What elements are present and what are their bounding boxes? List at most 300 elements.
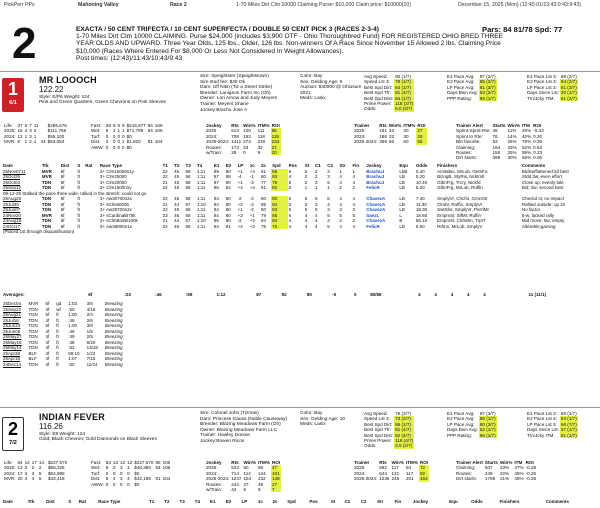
trainer-alert-stats-cell: 194 [492,144,501,150]
past-race-cell: 22 [162,207,168,212]
workout-cell: BLF [28,356,37,361]
average-cell: 4 [467,292,470,297]
trainer-stats-cell: 60 [403,139,409,145]
past-race-cell: 2 [339,218,342,223]
pace-last-stat-cell: Days Since Lst: [527,90,559,96]
past-race-cell: Bid; 3w; second best [521,185,564,190]
speed-stat-cell: Best Spd Dist: [364,432,394,438]
jockey-stats-cell: 114 [243,470,251,476]
past-header-cell: Pos [309,499,318,504]
past-race-cell: 5 [314,207,318,212]
past-race-cell: +2 [237,212,243,218]
workout-cell: gd [56,301,62,306]
workout-cell: 1:07 [68,356,78,361]
trainer-alert-stats-row [455,155,545,160]
life-stat-cell: 14 [24,460,30,465]
average-cell: 4 [418,292,421,297]
past-header-cell: T1 [148,499,155,504]
past-race-cell: ft [77,168,80,174]
past-race-cell: 3 [327,174,330,179]
condition-stat-cell: 1 [127,465,130,471]
speed-stat-cell: Best Spd Dist: [364,95,394,101]
condition-stat-cell: 8 [105,476,109,482]
trainer-stats-cell: 248 [391,476,400,482]
past-note: 09-12-25 Stalked the pace three wide; rallied in the stretch; could not go [3,190,147,196]
jockey-stats-cell: 613 [231,128,239,134]
trainer-alert-stats-cell: 14% [507,133,517,139]
condition-stat-cell: $0 [126,133,132,139]
past-race-cell: 1:11 [196,168,206,174]
speed-stat-cell: Best Spd Tfr: [364,90,391,96]
speed-stat-cell: 3.5 (2/7) [395,443,413,449]
pace-stat-row [446,433,497,438]
trainer-alert-stats-cell: 46 [492,128,498,134]
jockey-stats-cell: 50 [243,465,249,471]
pace-last-stat-row [526,96,578,101]
workout-cell: ft [56,328,59,334]
condition-stat-cell: $71,789 [126,128,144,134]
past-race-cell: Stdd 3w; even effort [521,174,562,179]
divider [0,407,600,408]
trainer-alert-stats-cell: 0.35 [533,139,543,145]
workout-cell: 4f [45,328,50,334]
life-stat-row [3,139,68,144]
past-race-cell: 3+ Aw38000n1x [99,223,132,229]
trainer-stats-row [353,476,429,481]
past-race-cell: -1 [249,174,254,179]
jockey-stats-cell: 153 [243,133,251,139]
speed-stat-cell: Avg Speed: [364,74,388,79]
past-race-cell: 4 [288,174,292,179]
trainer-alert-stats-cell: 26% [507,139,517,145]
past-race-cell: 18.60 [415,212,428,218]
workout-cell: 3/6 [86,301,93,306]
past-race-cell: 80 [225,212,231,218]
jockey-stats-cell: 2025-2024: [206,139,230,145]
past-race-cell: 22 [162,174,168,179]
jockey-stats [205,460,281,492]
past-race-cell: 45 [174,168,180,174]
average-cell: 4 [434,292,437,297]
past-race-cell: 1:11 [196,185,206,190]
past-race-cell: ft [77,185,80,190]
past-race-cell: 80 [271,196,288,202]
past-header-cell: Fin [394,499,402,504]
jockey-stats-cell: 714 [231,470,239,476]
life-stat-cell: 13 [17,465,23,471]
condition-stat-cell: Dist: [91,139,101,145]
workout-cell: Breezing [104,345,123,350]
condition-stat-cell: 3 [112,465,116,471]
life-stat-cell: $111,756 [47,128,67,134]
past-race-cell: 1:11 [196,179,206,185]
track-name: Mahoning Valley [78,2,119,8]
past-race-cell: 79 [261,212,267,218]
trainer-alert-stats-cell: 399 [492,155,501,161]
workout-cell: 25Apr18 [3,356,21,361]
past-race-cell: 4 [327,201,330,207]
past-header-cell: Rat [85,163,93,168]
past-race-cell: 4 [339,179,342,185]
condition-stat-cell: 0 [105,481,109,487]
past-race-cell: 5-w; lacked rally [521,212,555,218]
past-header-cell: S [68,499,72,504]
past-race-cell: 45 [174,207,180,212]
trainer-stats-cell: 2025-2024: [354,139,378,145]
jockey-stats-cell: 148 [271,476,280,482]
condition-stat-cell [162,482,172,487]
past-race-cell: 5 [327,223,330,229]
condition-stat-cell: 12 [127,460,133,465]
past-race-cell: 25Jun07 [3,207,21,212]
trainer-stats-cell: 2025: [354,465,366,471]
past-race-cell: 4 [288,223,292,229]
jockey-stats-cell: Jockey [206,460,222,465]
past-race-cell: 1:11 [196,196,206,201]
workout-row [2,362,129,368]
past-header-cell: T2 [174,163,180,168]
life-stat-cell: 2024: [4,133,16,139]
condition-stat-cell: $42,198 [134,476,151,482]
pace-last-stat-cell: 88 (2/7) [560,74,577,79]
past-race-cell: SaezL [366,212,380,218]
workout-cell: 25Jun06 [3,328,21,334]
condition-stat-cell: 0 [105,133,109,139]
past-race-cell: ft [77,201,80,207]
pace-stat-cell: 87 (2/7) [479,74,496,79]
pace-last-stat-cell: 51 (1/7) [560,432,577,438]
pace-last3 [526,411,578,438]
pace-last-stat-cell: LP Pace Lst 3: [527,84,557,90]
condition-stat-cell: 0 [120,470,123,476]
past-race-cell: 46 [174,212,180,218]
workout-cell: 25May16 [3,339,22,345]
trainer-stats-cell: 188 [379,133,387,139]
workouts [2,301,302,367]
past-race-cell: -3 [249,201,254,207]
life-stat-cell: $55,100 [47,133,65,139]
past-header-row [2,499,598,505]
life-stat-cell: 1 [33,133,37,139]
life-stat-cell: 2 [29,139,32,145]
trainer-stats [353,460,429,482]
condition-stat-cell: 4 [112,476,116,482]
average-cell [116,292,123,298]
past-race-cell: 4 [352,179,355,185]
life-stat-cell: 44 [40,139,46,145]
average-cell [109,292,116,298]
trainer-stats-cell: 66 [388,139,395,145]
condition-stat-cell: Turf: [91,470,101,476]
past-race-cell: TDN [41,179,52,185]
trainer-stats [353,123,427,145]
condition-stat-cell: 3 [105,139,109,145]
trainer-alert-stats-cell: -0.26 [525,470,537,476]
race-summary: 1-70 Miles Dirt Clm 10000 Claiming Purse: $10,000 Claim price: $10000(10) [236,2,412,8]
condition-stat-row [90,482,171,487]
past-race-cell: GlbnFrg, MrLob, Ruffin [437,185,483,190]
trainer-alert-stats-cell: 62% [521,144,532,150]
jockey-stats-cell: 154 [243,476,252,482]
past-race-cell: LB [399,185,405,190]
trainer-alert-stats-cell: 76 [492,133,498,139]
past-race-cell: -3 [249,179,254,185]
trainer-alert-stats-cell: 45% [514,476,524,482]
workout-cell: Breezing [104,323,123,328]
past-header-cell: 1c [257,499,263,504]
workout-cell: TDN [28,345,38,350]
trainer-stats-cell: 55 [416,139,426,144]
life-stat-cell: $43,418 [48,476,65,482]
workout-cell: 1:00 [68,312,78,317]
trainer-stats-cell: 33 [388,133,395,139]
jockey-stats-cell: Routes: [206,144,222,150]
silks: Pink and Green Quarters; Green Chevrons on Pink Sleeves [39,100,166,106]
past-header-cell: Fin [352,163,360,168]
pace-last-stat-cell: Trn/Jcky ITM: [527,95,555,101]
past-race-cell: 25Oct03 [3,179,21,185]
life-stat-cell: 3 [24,465,28,471]
jockey-stats-cell: 244 [231,481,239,487]
speed-stat-row [363,106,414,111]
past-race-cell: 58 [185,223,191,229]
past-race-cell: 21 [162,218,168,223]
condition-stat-cell: $216,877 [126,123,146,128]
past-race-cell: 3+ Aw30700n2x [99,196,132,201]
past-race-cell: 4 [339,201,342,207]
past-race-cell: 82 [271,185,288,191]
pace-stat-cell: 63 (2/7) [479,90,496,96]
condition-stat-cell: 84 [155,465,161,471]
life-stat-cell: 12 [17,133,23,139]
past-race-cell: 1:10 [196,218,206,223]
past-header-cell: Trk [27,499,35,504]
condition-stat-cell: Fast: [91,460,102,465]
pace-stat-cell: 81 (3/7) [479,84,496,90]
workout-cell: Breezing [104,356,123,361]
life-stat-cell: 8 [17,139,21,145]
past-race-cell: 83 [271,207,288,213]
past-race-cell: ft [77,179,80,185]
trainer-alert-stats-cell: Sprint-Sprnt-Rte: [456,128,491,134]
past-race-cell: 80 [225,196,231,201]
jockey-stats-cell: 2025: [206,465,218,471]
speed-figures [363,411,414,449]
horse-name: INDIAN FEVER [39,412,105,422]
trainer-stats-cell: ITM% [403,123,416,128]
past-race-cell: 3+ Clm20000 [99,179,127,185]
past-race-cell: 18.30 [415,207,428,212]
past-header-cell: Comments [521,163,546,168]
post-position: 2 [7,419,18,439]
past-header-cell: T2 [164,499,170,504]
trainer-alert-stats-cell: Routes: [456,150,472,156]
condition-stat-cell: 0 [127,470,130,476]
trainer-stats-cell: 27 [416,128,426,133]
past-race-cell: 80 [261,207,267,212]
past-race-cell: 3 [339,207,342,212]
past-race-cell: 4 [304,218,308,223]
trainer-stats-cell: 33 [388,128,395,134]
pace-averages [446,411,497,438]
past-race-cell: 2 [352,218,355,223]
past-race-cell: BizngB, StyRis, NckIrstl [437,174,485,179]
past-race-cell: 58 [185,185,191,190]
condition-stat-cell: 0 [127,481,130,487]
trainer-alert-stats-cell: Dirt starts: [456,476,477,482]
trainer-stats-cell: 117 [391,465,399,471]
past-race-cell: +4 [249,185,255,190]
workout-cell: 5f [45,323,50,328]
condition-stat-cell: 0 [105,470,109,476]
past-race-cell: 5 [314,196,318,201]
condition-stat-cell: 0 [112,470,116,476]
pace-stat-cell: 80 (3/7) [479,421,496,427]
past-race-cell: 2 [352,185,355,190]
workout-cell: ft [56,350,59,356]
past-header-cell: E1 [213,163,220,168]
trainer-alerts [455,123,545,161]
past-race-cell: 44 [174,218,180,223]
past-race-cell: 89 [213,168,219,174]
life-stat-cell: MVR: [4,476,16,482]
past-race-cell: 3+ sCardinalB75k [99,212,136,218]
race-conditions [76,26,506,62]
past-race-cell: L [399,212,402,218]
life-stat-cell: 37 [17,123,23,128]
past-race-cell: ChavezA [366,207,386,212]
jockey-stats-cell: 2025 [206,128,217,134]
past-race-cell: B [399,218,403,223]
speed-stat-cell: Best Spd Dirt: [364,421,393,427]
past-race-cell: +2 [237,201,243,207]
past-race-cell: 6f [60,212,65,218]
past-race-cell: 6f [60,196,65,201]
past-race-cell: Checkd st; no impact [521,196,564,201]
pace-last-stat-cell: 81 (3/7) [560,84,577,90]
past-race-cell: BrachuJ [366,179,385,185]
past-race-cell: 84 [213,212,219,218]
past-header-cell: Date [3,163,13,168]
speed-stat-cell: 82 (4/7) [394,433,414,438]
jockey-stats-row [205,487,281,492]
trainer-alert-stats-cell: Win% [499,460,513,465]
workout-cell: 1:03 [68,301,78,306]
jockey-stats-cell: 2024: [206,470,218,476]
condition-stat-cell: 0 [122,133,125,139]
trainer-alert-stats-cell: 21% [499,476,510,482]
average-cell: 80/86 [370,292,382,297]
past-race-cell: 4 [288,218,292,223]
condition-stat-cell: 1 [122,139,125,145]
life-stat-cell: 6 [24,123,28,128]
past-race-cell: 7.40 [415,196,425,201]
past-race-cell: 21 [162,201,168,207]
pace-last-stat-cell: Trn/Jcky ITM: [527,432,555,438]
past-header-cell: Str [377,499,384,504]
past-header-cell: C1 [344,499,351,504]
past-race-cell: LB [399,179,405,185]
pace-last-stat-cell: 61 (2/7) [560,95,577,101]
workout-cell: ft [56,361,59,367]
silks: Gold; Black Chevron; Gold Diamonds on Black Sleeves [39,437,157,443]
workout-cell: 13/18 [86,345,98,350]
color-line: Color: Bay [300,74,323,79]
trainer-stats-cell: 592 [379,465,387,471]
past-race-cell: Rtfmn, MrLob, SmplyV [437,223,483,229]
pedigree-line: Breeder: Lanigeon Farm Inc (Oh) [200,90,271,96]
jockey-stats-cell: 533 [231,465,239,471]
pedigree-line: Dam: Princess Gauss (Noble Causeway) [200,416,288,422]
past-race-cell: FelicR [366,185,380,190]
workout-cell: TDN [28,306,38,312]
past-race-cell: 3+ sClmBrdrB100k [99,218,138,223]
past-race-cell: 4 [339,196,342,201]
jockey-stats-cell: 6 [243,487,247,493]
past-race-cell: MVR [41,168,52,174]
past-header-cell: Race Type [98,499,121,504]
life-stat-cell: 17 [17,470,23,476]
speed-stat-cell: Best Spd Dirt: [364,84,393,90]
past-header-cell: Jockey [366,163,382,168]
workout-cell: Breezing [104,339,123,345]
jockey-stats-cell: 232 [257,476,266,482]
color-line: Meds: Lasix [300,96,326,102]
past-race-cell: 3 [327,218,330,223]
trainer-alert-stats-cell: Sprint to Rte: [456,133,483,139]
average-cell: 92 [281,292,287,297]
past-race-cell: ft [77,196,80,201]
workout-cell: TDN [28,328,38,334]
past-race-cell: 6f [60,179,65,185]
jockey-stats-cell: ITM% [257,460,270,465]
past-race-cell: 10.40 [415,179,428,185]
average-cell: 0 [353,292,357,297]
race-label: Race 2 [170,2,187,8]
past-race-cell: 4 [352,174,355,179]
past-race-cell: TDN [41,196,52,201]
past-race-cell: 5.60 [415,223,425,229]
past-race-cell: 84 [271,218,288,224]
pace-stat-cell: E2 Pace Avg: [447,79,475,85]
speed-stat-cell: 79 (1/7) [394,79,414,84]
workout-cell: 5f [45,301,50,306]
pace-stat-cell: 85 (1/7) [479,95,496,101]
workout-cell: 2/4 [86,312,93,317]
past-race-cell: 56.10 [415,218,428,223]
past-header-cell: Jockey [412,499,429,504]
past-race-cell: 4 [339,174,342,179]
speed-stat-cell: 84 (1/7) [394,96,414,101]
condition-stat-cell: Fast: [91,123,102,128]
past-race-cell: 3 [314,179,318,185]
trainer-stats-cell: 30 [403,133,409,139]
condition-stat-cell: $0 [134,470,140,476]
workout-cell: 1/22 [86,350,96,356]
jockey-stats-cell: 7 [271,487,281,492]
past-header-cell: Str [339,163,346,168]
trainer-stats-cell: 164 [419,476,428,482]
condition-stat-cell [147,145,154,150]
conditions-text: 1-70 Miles Dirt Clm 10000 CLAIMING. Purse $24,000 (includes $3,900 OTF - Ohio Thoroughbred Fund) FOR REGISTERED OHIO BRED THREE YEAR OLDS AND UPWARD. Three Year Olds, 125 lbs., Older, 126 lbs. Non-winners Of A Race Since November 15 Allowed 2 lbs. Claiming Price $10,000 (Races Where Entered For $8,000 Or Less Not Considered In Weight Allowances). [76,33,504,55]
jockey-stats-cell: 27 [271,145,281,150]
past-race-cell: 1 [314,185,318,190]
past-header-cell: Equ [399,163,408,168]
past-race-cell: +4 [237,185,243,190]
workout-cell: 25Apr28 [3,350,21,356]
pace-last-stat-cell: LP Pace Lst 3: [527,421,557,427]
horse-rating: 122.22 [39,85,64,95]
